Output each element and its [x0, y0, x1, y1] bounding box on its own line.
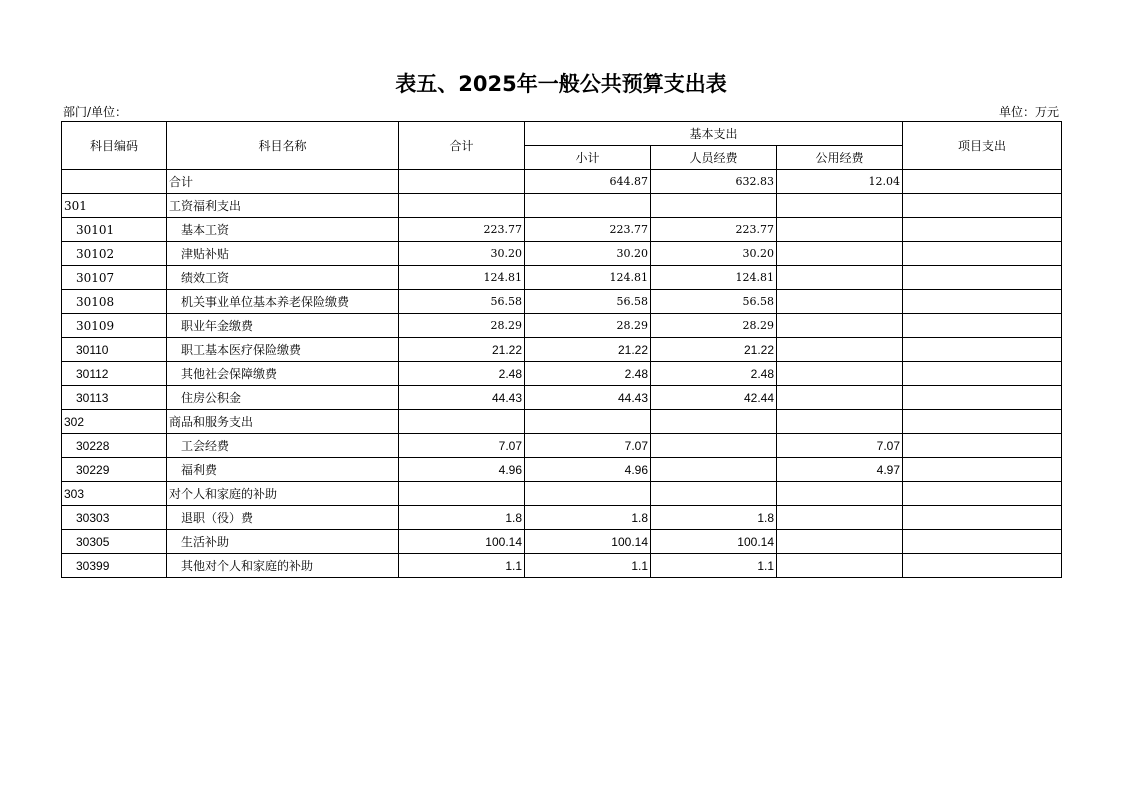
cell-personnel: 56.58	[651, 290, 777, 314]
cell-public	[777, 362, 903, 386]
cell-name: 机关事业单位基本养老保险缴费	[167, 290, 399, 314]
cell-project	[903, 266, 1062, 290]
cell-total: 2.48	[399, 362, 525, 386]
cell-subtotal: 7.07	[525, 434, 651, 458]
header-name: 科目名称	[167, 122, 399, 170]
cell-personnel	[651, 458, 777, 482]
cell-project	[903, 338, 1062, 362]
table-row	[62, 242, 1062, 266]
cell-project	[903, 194, 1062, 218]
cell-code: 30110	[62, 338, 167, 362]
cell-project	[903, 290, 1062, 314]
header-total: 合计	[399, 122, 525, 170]
table-row	[62, 218, 1062, 242]
cell-project	[903, 218, 1062, 242]
cell-code: 30109	[62, 314, 167, 338]
table-row	[62, 266, 1062, 290]
unit-label: 单位：万元	[998, 105, 1059, 119]
cell-project	[903, 386, 1062, 410]
cell-name: 职工基本医疗保险缴费	[167, 338, 399, 362]
cell-name: 绩效工资	[167, 266, 399, 290]
cell-name: 住房公积金	[167, 386, 399, 410]
cell-name: 生活补助	[167, 530, 399, 554]
cell-personnel	[651, 482, 777, 506]
cell-code: 30101	[62, 218, 167, 242]
cell-project	[903, 506, 1062, 530]
cell-code: 303	[62, 482, 167, 506]
cell-code: 30108	[62, 290, 167, 314]
cell-personnel: 223.77	[651, 218, 777, 242]
cell-personnel: 1.1	[651, 554, 777, 578]
cell-subtotal: 223.77	[525, 218, 651, 242]
cell-code: 30113	[62, 386, 167, 410]
cell-personnel: 28.29	[651, 314, 777, 338]
cell-name: 职业年金缴费	[167, 314, 399, 338]
cell-total	[399, 482, 525, 506]
cell-public	[777, 410, 903, 434]
cell-code: 30112	[62, 362, 167, 386]
cell-name: 其他社会保障缴费	[167, 362, 399, 386]
cell-name: 工会经费	[167, 434, 399, 458]
table-row	[62, 554, 1062, 578]
page-title: 表五、2025年一般公共预算支出表	[395, 72, 727, 96]
cell-total: 4.96	[399, 458, 525, 482]
cell-subtotal	[525, 410, 651, 434]
cell-name: 工资福利支出	[167, 194, 399, 218]
cell-total: 124.81	[399, 266, 525, 290]
cell-project	[903, 458, 1062, 482]
cell-subtotal: 56.58	[525, 290, 651, 314]
cell-project	[903, 434, 1062, 458]
cell-total: 1.8	[399, 506, 525, 530]
cell-public	[777, 242, 903, 266]
table-row	[62, 314, 1062, 338]
cell-project	[903, 482, 1062, 506]
cell-personnel	[651, 410, 777, 434]
cell-public	[777, 482, 903, 506]
cell-code: 30305	[62, 530, 167, 554]
cell-public	[777, 218, 903, 242]
cell-personnel	[651, 194, 777, 218]
cell-personnel: 30.20	[651, 242, 777, 266]
cell-name: 退职（役）费	[167, 506, 399, 530]
cell-public	[777, 554, 903, 578]
cell-project	[903, 530, 1062, 554]
cell-personnel: 124.81	[651, 266, 777, 290]
cell-name: 对个人和家庭的补助	[167, 482, 399, 506]
cell-subtotal: 4.96	[525, 458, 651, 482]
table-row	[62, 458, 1062, 482]
budget-table	[61, 121, 1062, 578]
header-code: 科目编码	[62, 122, 167, 170]
table-row	[62, 194, 1062, 218]
cell-project	[903, 314, 1062, 338]
cell-personnel: 21.22	[651, 338, 777, 362]
cell-public	[777, 506, 903, 530]
table-row	[62, 170, 1062, 194]
cell-subtotal: 2.48	[525, 362, 651, 386]
cell-total	[399, 170, 525, 194]
cell-subtotal: 100.14	[525, 530, 651, 554]
cell-public	[777, 314, 903, 338]
cell-public	[777, 194, 903, 218]
cell-subtotal: 124.81	[525, 266, 651, 290]
cell-name: 商品和服务支出	[167, 410, 399, 434]
cell-public	[777, 386, 903, 410]
cell-total: 28.29	[399, 314, 525, 338]
cell-total: 100.14	[399, 530, 525, 554]
cell-project	[903, 362, 1062, 386]
cell-public: 7.07	[777, 434, 903, 458]
table-body	[62, 170, 1062, 578]
table-row	[62, 290, 1062, 314]
header-subtotal: 小计	[525, 146, 651, 170]
cell-subtotal: 21.22	[525, 338, 651, 362]
cell-code	[62, 170, 167, 194]
cell-code: 30102	[62, 242, 167, 266]
cell-subtotal: 1.1	[525, 554, 651, 578]
cell-total: 30.20	[399, 242, 525, 266]
cell-public: 12.04	[777, 170, 903, 194]
cell-personnel	[651, 434, 777, 458]
header-project-expenditure: 项目支出	[903, 122, 1062, 170]
cell-subtotal: 30.20	[525, 242, 651, 266]
cell-subtotal: 644.87	[525, 170, 651, 194]
cell-project	[903, 242, 1062, 266]
table-row	[62, 434, 1062, 458]
cell-personnel: 1.8	[651, 506, 777, 530]
table-row	[62, 530, 1062, 554]
cell-personnel: 100.14	[651, 530, 777, 554]
table-row	[62, 338, 1062, 362]
table-row	[62, 410, 1062, 434]
cell-personnel: 2.48	[651, 362, 777, 386]
cell-total: 7.07	[399, 434, 525, 458]
table-row	[62, 386, 1062, 410]
cell-public	[777, 530, 903, 554]
cell-code: 30229	[62, 458, 167, 482]
cell-total: 223.77	[399, 218, 525, 242]
cell-subtotal	[525, 194, 651, 218]
cell-code: 30228	[62, 434, 167, 458]
cell-name: 津贴补贴	[167, 242, 399, 266]
cell-subtotal: 28.29	[525, 314, 651, 338]
header-personnel: 人员经费	[651, 146, 777, 170]
cell-project	[903, 170, 1062, 194]
cell-subtotal: 1.8	[525, 506, 651, 530]
cell-code: 30399	[62, 554, 167, 578]
header-basic-expenditure: 基本支出	[525, 122, 903, 146]
cell-code: 30107	[62, 266, 167, 290]
cell-public	[777, 290, 903, 314]
header-public: 公用经费	[777, 146, 903, 170]
cell-project	[903, 410, 1062, 434]
cell-public	[777, 266, 903, 290]
cell-total	[399, 410, 525, 434]
cell-code: 30303	[62, 506, 167, 530]
cell-code: 301	[62, 194, 167, 218]
department-label: 部门/单位：	[63, 105, 128, 119]
cell-total: 56.58	[399, 290, 525, 314]
cell-total: 44.43	[399, 386, 525, 410]
cell-subtotal: 44.43	[525, 386, 651, 410]
cell-total: 1.1	[399, 554, 525, 578]
cell-code: 302	[62, 410, 167, 434]
cell-personnel: 632.83	[651, 170, 777, 194]
table-row	[62, 482, 1062, 506]
cell-total	[399, 194, 525, 218]
cell-personnel: 42.44	[651, 386, 777, 410]
cell-total: 21.22	[399, 338, 525, 362]
cell-project	[903, 554, 1062, 578]
cell-subtotal	[525, 482, 651, 506]
cell-name: 其他对个人和家庭的补助	[167, 554, 399, 578]
table-row	[62, 506, 1062, 530]
table-row	[62, 362, 1062, 386]
cell-name: 福利费	[167, 458, 399, 482]
table-header	[62, 122, 1062, 170]
cell-name: 合计	[167, 170, 399, 194]
cell-public: 4.97	[777, 458, 903, 482]
cell-name: 基本工资	[167, 218, 399, 242]
cell-public	[777, 338, 903, 362]
